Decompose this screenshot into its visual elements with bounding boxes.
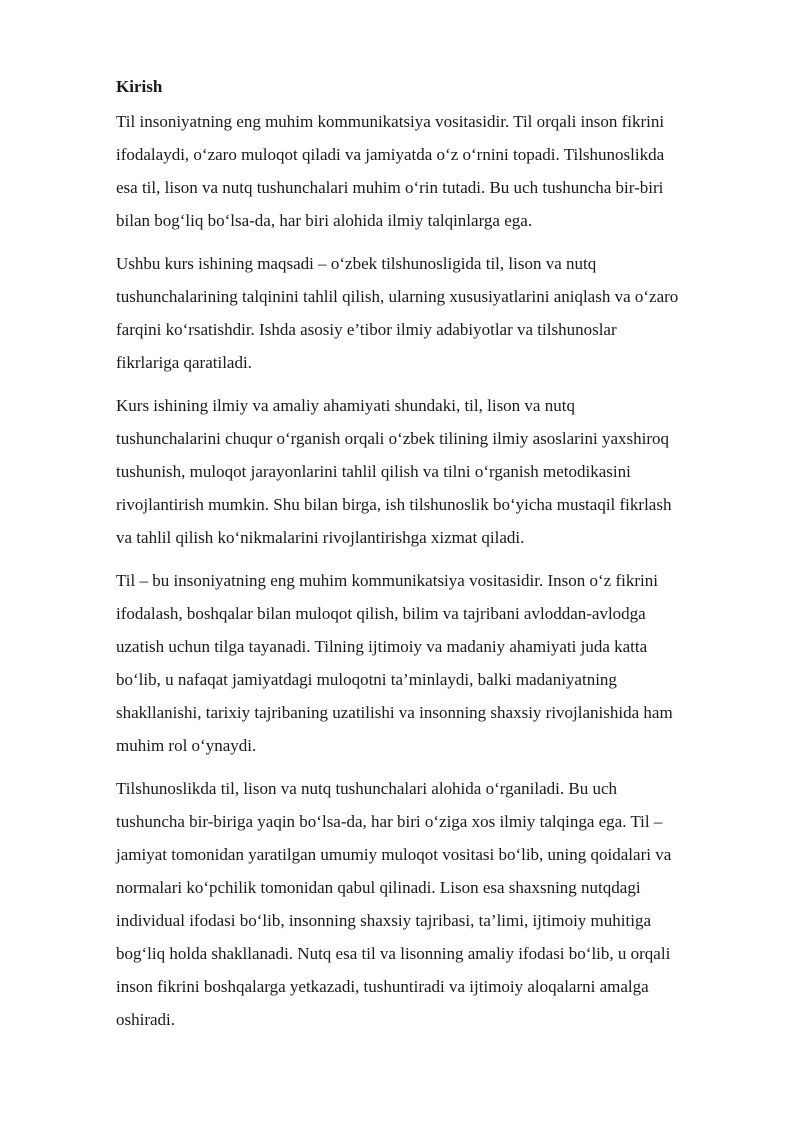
text-line: Til insoniyatning eng muhim kommunikatsiya vositasidir. Til orqali inson fikrini	[116, 112, 665, 131]
text-line: rivojlantirish mumkin. Shu bilan birga, ish tilshunoslik bo‘yicha mustaqil fikrlash	[116, 495, 672, 514]
paragraph-2	[116, 247, 756, 379]
text-line: farqini ko‘rsatishdir. Ishda asosiy e’tibor ilmiy adabiyotlar va tilshunoslar	[116, 320, 617, 339]
paragraph-4	[116, 564, 756, 762]
section-heading: Kirish	[116, 77, 163, 96]
text-line: bo‘lib, u nafaqat jamiyatdagi muloqotni ta’minlaydi, balki madaniyatning	[116, 670, 617, 689]
text-line: tushunchalarini chuqur o‘rganish orqali o‘zbek tilining ilmiy asoslarini yaxshiroq	[116, 429, 670, 448]
text-line: uzatish uchun tilga tayanadi. Tilning ijtimoiy va madaniy ahamiyati juda katta	[116, 637, 648, 656]
document-page	[116, 70, 756, 1046]
text-line: bilan bog‘liq bo‘lsa-da, har biri alohida ilmiy talqinlarga ega.	[116, 211, 533, 230]
text-line: shakllanishi, tarixiy tajribaning uzatilishi va insonning shaxsiy rivojlanishida ham	[116, 703, 673, 722]
text-line: Ushbu kurs ishining maqsadi – o‘zbek tilshunosligida til, lison va nutq	[116, 254, 597, 273]
text-line: muhim rol o‘ynaydi.	[116, 736, 257, 755]
text-line: va tahlil qilish ko‘nikmalarini rivojlantirishga xizmat qiladi.	[116, 528, 525, 547]
text-line: Kurs ishining ilmiy va amaliy ahamiyati shundaki, til, lison va nutq	[116, 396, 575, 415]
text-line: jamiyat tomonidan yaratilgan umumiy muloqot vositasi bo‘lib, uning qoidalari va	[116, 845, 672, 864]
paragraph-3	[116, 389, 756, 554]
text-line: ifodalaydi, o‘zaro muloqot qiladi va jamiyatda o‘z o‘rnini topadi. Tilshunoslikda	[116, 145, 665, 164]
text-line: bog‘liq holda shakllanadi. Nutq esa til va lisonning amaliy ifodasi bo‘lib, u orqali	[116, 944, 671, 963]
text-line: Tilshunoslikda til, lison va nutq tushunchalari alohida o‘rganiladi. Bu uch	[116, 779, 617, 798]
paragraph-5	[116, 772, 756, 1036]
text-line: inson fikrini boshqalarga yetkazadi, tushuntiradi va ijtimoiy aloqalarni amalga	[116, 977, 649, 996]
text-line: Til – bu insoniyatning eng muhim kommunikatsiya vositasidir. Inson o‘z fikrini	[116, 571, 658, 590]
text-line: esa til, lison va nutq tushunchalari muhim o‘rin tutadi. Bu uch tushuncha bir-biri	[116, 178, 664, 197]
text-line: fikrlariga qaratiladi.	[116, 353, 252, 372]
text-line: tushunish, muloqot jarayonlarini tahlil qilish va tilni o‘rganish metodikasini	[116, 462, 631, 481]
text-line: tushuncha bir-biriga yaqin bo‘lsa-da, har biri o‘ziga xos ilmiy talqinga ega. Til –	[116, 812, 663, 831]
text-line: normalari ko‘pchilik tomonidan qabul qilinadi. Lison esa shaxsning nutqdagi	[116, 878, 641, 897]
paragraph-1	[116, 105, 756, 237]
text-line: tushunchalarining talqinini tahlil qilish, ularning xususiyatlarini aniqlash va o‘zaro	[116, 287, 679, 306]
text-line: individual ifodasi bo‘lib, insonning shaxsiy tajribasi, ta’limi, ijtimoiy muhitiga	[116, 911, 651, 930]
text-line: ifodalash, boshqalar bilan muloqot qilish, bilim va tajribani avloddan-avlodga	[116, 604, 646, 623]
text-line: oshiradi.	[116, 1010, 176, 1029]
